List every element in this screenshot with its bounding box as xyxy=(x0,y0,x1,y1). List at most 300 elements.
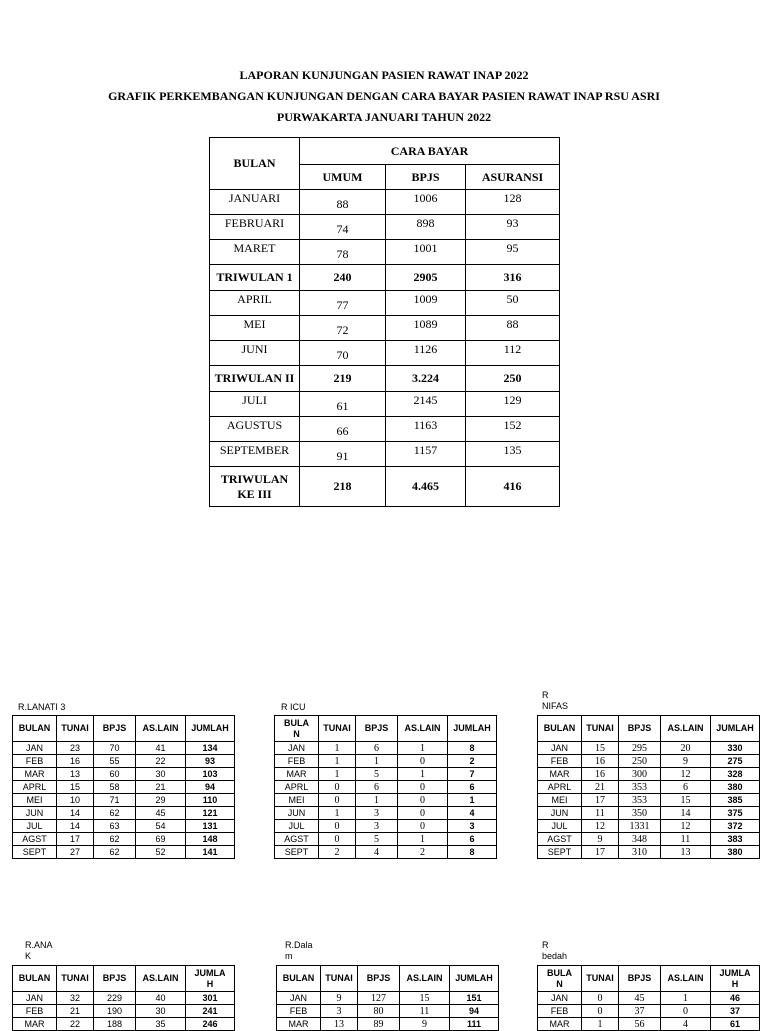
table-cell: 13 xyxy=(321,1018,358,1031)
cell-umum: 78 xyxy=(300,240,386,265)
table-cell: 0 xyxy=(398,820,448,833)
table-cell: 151 xyxy=(450,992,499,1005)
cell-umum: 61 xyxy=(300,392,386,417)
table-cell: 13 xyxy=(57,768,94,781)
table-cell: 1 xyxy=(448,794,497,807)
table-cell: 295 xyxy=(619,742,661,755)
table-row xyxy=(277,1005,499,1018)
column-header: BPJS xyxy=(619,966,661,992)
room-label-icu: R ICU xyxy=(281,702,306,712)
table-row xyxy=(538,794,760,807)
table-cell: MAR xyxy=(277,1018,321,1031)
table-cell: SEPT xyxy=(538,846,582,859)
table-row xyxy=(210,190,560,215)
table-cell: 20 xyxy=(661,742,711,755)
cell-asuransi: 128 xyxy=(466,190,560,215)
table-row xyxy=(538,820,760,833)
column-header: BPJS xyxy=(356,716,398,742)
column-header: AS.LAIN xyxy=(400,966,450,992)
table-cell: 9 xyxy=(321,992,358,1005)
table-cell: 52 xyxy=(136,846,186,859)
cell-bpjs: 1006 xyxy=(386,190,466,215)
cell-umum: 72 xyxy=(300,316,386,341)
table-cell: 40 xyxy=(136,992,186,1005)
table-cell: 353 xyxy=(619,794,661,807)
table-cell: 17 xyxy=(57,833,94,846)
table-cell: 70 xyxy=(94,742,136,755)
table-cell: 61 xyxy=(711,1018,760,1031)
table-cell: MEI xyxy=(538,794,582,807)
table-row xyxy=(538,781,760,794)
column-header: BULAN xyxy=(13,966,57,992)
table-cell: 250 xyxy=(619,755,661,768)
report-subtitle: GRAFIK PERKEMBANGAN KUNJUNGAN DENGAN CARA BAYAR PASIEN RAWAT INAP RSU ASRI xyxy=(108,89,660,103)
table-cell: 328 xyxy=(711,768,760,781)
table-row xyxy=(13,1018,235,1031)
table-cell: 41 xyxy=(136,742,186,755)
column-header: JUMLAH xyxy=(711,716,760,742)
table-row xyxy=(538,755,760,768)
table-row xyxy=(13,846,235,859)
table-cell: 0 xyxy=(398,807,448,820)
cell-bpjs: 4.465 xyxy=(386,467,466,507)
table-row xyxy=(277,992,499,1005)
table-cell: 62 xyxy=(94,833,136,846)
table-cell: JUN xyxy=(538,807,582,820)
table-cell: 89 xyxy=(358,1018,400,1031)
cell-bpjs: 1001 xyxy=(386,240,466,265)
table-cell: SEPT xyxy=(275,846,319,859)
cell-bulan: JULI xyxy=(210,392,300,417)
table-cell: FEB xyxy=(538,755,582,768)
header-row xyxy=(538,716,760,742)
column-header: TUNAI xyxy=(582,716,619,742)
column-header: BPJS xyxy=(94,716,136,742)
table-cell: 5 xyxy=(356,833,398,846)
table-row xyxy=(210,467,560,507)
table-row xyxy=(210,341,560,366)
cell-asuransi: 88 xyxy=(466,316,560,341)
table-cell: 11 xyxy=(582,807,619,820)
table-cell: JUL xyxy=(13,820,57,833)
table-cell: 14 xyxy=(57,820,94,833)
table-cell: 1 xyxy=(356,794,398,807)
table-cell: 21 xyxy=(57,1005,94,1018)
table-cell: 94 xyxy=(450,1005,499,1018)
table-cell: APRL xyxy=(538,781,582,794)
table-cell: FEB xyxy=(13,755,57,768)
table-cell: 62 xyxy=(94,807,136,820)
cell-umum: 91 xyxy=(300,442,386,467)
table-cell: 350 xyxy=(619,807,661,820)
table-cell: JUN xyxy=(13,807,57,820)
table-row xyxy=(13,755,235,768)
table-cell: 0 xyxy=(398,755,448,768)
cell-asuransi: 112 xyxy=(466,341,560,366)
table-cell: 1 xyxy=(398,833,448,846)
cell-bpjs: 898 xyxy=(386,215,466,240)
header-row xyxy=(13,966,235,992)
table-row xyxy=(210,316,560,341)
room-label-anak: R.ANA K xyxy=(25,940,53,961)
table-cell: 10 xyxy=(57,794,94,807)
table-cell: 375 xyxy=(711,807,760,820)
table-cell: 3 xyxy=(321,1005,358,1018)
column-header: TUNAI xyxy=(321,966,358,992)
table-cell: 121 xyxy=(186,807,235,820)
table-cell: 383 xyxy=(711,833,760,846)
table-cell: 13 xyxy=(661,846,711,859)
table-cell: 385 xyxy=(711,794,760,807)
table-cell: MEI xyxy=(13,794,57,807)
header-row xyxy=(13,716,235,742)
cell-bulan: TRIWULAN KE III xyxy=(210,467,300,507)
table-cell: 17 xyxy=(582,846,619,859)
table-row xyxy=(538,768,760,781)
table-row xyxy=(13,833,235,846)
table-cell: 6 xyxy=(448,833,497,846)
table-cell: 1 xyxy=(319,768,356,781)
table-cell: 103 xyxy=(186,768,235,781)
cell-bulan: JUNI xyxy=(210,341,300,366)
cell-bulan: JANUARI xyxy=(210,190,300,215)
table-cell: 190 xyxy=(94,1005,136,1018)
table-cell: MAR xyxy=(275,768,319,781)
table-row xyxy=(13,820,235,833)
column-header: BPJS xyxy=(94,966,136,992)
header-asuransi: ASURANSI xyxy=(466,165,560,190)
table-cell: 93 xyxy=(186,755,235,768)
table-cell: 241 xyxy=(186,1005,235,1018)
header-umum: UMUM xyxy=(300,165,386,190)
cell-bulan: MEI xyxy=(210,316,300,341)
table-cell: 30 xyxy=(136,1005,186,1018)
table-cell: 69 xyxy=(136,833,186,846)
table-row xyxy=(275,781,497,794)
table-row xyxy=(538,742,760,755)
table-cell: 14 xyxy=(57,807,94,820)
cell-bulan: TRIWULAN II xyxy=(210,366,300,392)
table-row xyxy=(13,768,235,781)
table-cell: 1 xyxy=(319,807,356,820)
report-title: LAPORAN KUNJUNGAN PASIEN RAWAT INAP 2022 xyxy=(239,68,529,82)
cell-bpjs: 2145 xyxy=(386,392,466,417)
cell-umum: 66 xyxy=(300,417,386,442)
cell-asuransi: 50 xyxy=(466,291,560,316)
table-cell: JUL xyxy=(275,820,319,833)
table-row xyxy=(210,265,560,291)
cell-bpjs: 1089 xyxy=(386,316,466,341)
table-cell: JUN xyxy=(275,807,319,820)
column-header: TUNAI xyxy=(319,716,356,742)
room-label-nifas: R NIFAS xyxy=(542,690,569,711)
header-row xyxy=(275,716,497,742)
table-row xyxy=(538,833,760,846)
table-cell: 12 xyxy=(582,820,619,833)
table-cell: 27 xyxy=(57,846,94,859)
table-cell: 12 xyxy=(661,768,711,781)
table-cell: 300 xyxy=(619,768,661,781)
table-row xyxy=(275,846,497,859)
table-cell: 3 xyxy=(356,820,398,833)
table-cell: 246 xyxy=(186,1018,235,1031)
room-table-icu xyxy=(274,715,497,859)
room-label-bedah: R bedah xyxy=(542,940,568,961)
table-cell: 16 xyxy=(582,755,619,768)
column-header: JUMLAH xyxy=(186,716,235,742)
table-row xyxy=(277,1018,499,1031)
header-cara-bayar: CARA BAYAR xyxy=(300,138,560,165)
table-cell: 37 xyxy=(711,1005,760,1018)
table-cell: 2 xyxy=(319,846,356,859)
table-cell: 1331 xyxy=(619,820,661,833)
table-cell: APRL xyxy=(13,781,57,794)
cell-bulan: APRIL xyxy=(210,291,300,316)
table-cell: 372 xyxy=(711,820,760,833)
table-cell: 32 xyxy=(57,992,94,1005)
table-cell: 275 xyxy=(711,755,760,768)
table-cell: 1 xyxy=(398,768,448,781)
table-cell: 0 xyxy=(319,794,356,807)
table-cell: 348 xyxy=(619,833,661,846)
table-row xyxy=(275,755,497,768)
cell-umum: 219 xyxy=(300,366,386,392)
table-cell: 6 xyxy=(356,742,398,755)
table-cell: 127 xyxy=(358,992,400,1005)
table-row xyxy=(275,768,497,781)
column-header: BPJS xyxy=(619,716,661,742)
header-bulan: BULAN xyxy=(210,138,300,190)
table-cell: 37 xyxy=(619,1005,661,1018)
table-cell: 2 xyxy=(398,846,448,859)
table-cell: 15 xyxy=(57,781,94,794)
table-row xyxy=(275,833,497,846)
cell-bpjs: 1163 xyxy=(386,417,466,442)
table-cell: 1 xyxy=(356,755,398,768)
table-cell: 353 xyxy=(619,781,661,794)
table-cell: 11 xyxy=(661,833,711,846)
table-cell: 4 xyxy=(661,1018,711,1031)
table-row xyxy=(210,240,560,265)
table-cell: 16 xyxy=(57,755,94,768)
table-row xyxy=(538,846,760,859)
table-row xyxy=(275,794,497,807)
cell-bulan: SEPTEMBER xyxy=(210,442,300,467)
table-row xyxy=(210,417,560,442)
column-header: TUNAI xyxy=(57,966,94,992)
cell-bpjs: 1009 xyxy=(386,291,466,316)
table-cell: JAN xyxy=(538,742,582,755)
table-cell: MAR xyxy=(538,1018,582,1031)
cell-bulan: MARET xyxy=(210,240,300,265)
table-cell: 1 xyxy=(582,1018,619,1031)
column-header: BULA N xyxy=(538,966,582,992)
table-row xyxy=(13,807,235,820)
room-table-anak xyxy=(12,965,235,1031)
table-cell: 1 xyxy=(319,755,356,768)
table-cell: MEI xyxy=(275,794,319,807)
table-row xyxy=(210,392,560,417)
table-cell: 80 xyxy=(358,1005,400,1018)
table-cell: 8 xyxy=(448,846,497,859)
table-cell: 22 xyxy=(57,1018,94,1031)
cell-umum: 70 xyxy=(300,341,386,366)
table-cell: 35 xyxy=(136,1018,186,1031)
table-cell: 56 xyxy=(619,1018,661,1031)
cell-umum: 240 xyxy=(300,265,386,291)
table-row xyxy=(210,215,560,240)
table-row xyxy=(275,807,497,820)
table-cell: FEB xyxy=(277,1005,321,1018)
table-cell: MAR xyxy=(13,768,57,781)
table-cell: JUL xyxy=(538,820,582,833)
table-row xyxy=(210,291,560,316)
table-cell: 29 xyxy=(136,794,186,807)
table-cell: 9 xyxy=(582,833,619,846)
table-cell: 9 xyxy=(661,755,711,768)
cell-asuransi: 95 xyxy=(466,240,560,265)
table-row xyxy=(210,366,560,392)
table-cell: 380 xyxy=(711,781,760,794)
column-header: JUMLA H xyxy=(711,966,760,992)
column-header: BULAN xyxy=(538,716,582,742)
header-bpjs: BPJS xyxy=(386,165,466,190)
cell-asuransi: 152 xyxy=(466,417,560,442)
column-header: BULA N xyxy=(275,716,319,742)
table-cell: 4 xyxy=(356,846,398,859)
table-cell: 310 xyxy=(619,846,661,859)
table-cell: 54 xyxy=(136,820,186,833)
room-table-nifas xyxy=(537,715,760,859)
table-row xyxy=(538,1005,760,1018)
table-cell: 8 xyxy=(448,742,497,755)
table-cell: JAN xyxy=(538,992,582,1005)
room-label-dalam: R.Dala m xyxy=(285,940,313,961)
column-header: AS.LAIN xyxy=(661,716,711,742)
room-table-bedah xyxy=(537,965,760,1031)
table-cell: 0 xyxy=(319,781,356,794)
column-header: TUNAI xyxy=(582,966,619,992)
table-cell: 0 xyxy=(319,820,356,833)
cell-umum: 218 xyxy=(300,467,386,507)
table-cell: 12 xyxy=(661,820,711,833)
table-cell: 14 xyxy=(661,807,711,820)
cell-bpjs: 2905 xyxy=(386,265,466,291)
table-cell: 0 xyxy=(582,992,619,1005)
table-cell: 380 xyxy=(711,846,760,859)
table-cell: 0 xyxy=(661,1005,711,1018)
report-period: PURWAKARTA JANUARI TAHUN 2022 xyxy=(276,110,492,124)
table-cell: 21 xyxy=(582,781,619,794)
header-row xyxy=(277,966,499,992)
table-cell: 94 xyxy=(186,781,235,794)
table-cell: 131 xyxy=(186,820,235,833)
column-header: AS.LAIN xyxy=(398,716,448,742)
table-cell: 22 xyxy=(136,755,186,768)
column-header: JUMLA H xyxy=(186,966,235,992)
header-row xyxy=(538,966,760,992)
table-cell: 30 xyxy=(136,768,186,781)
table-cell: 5 xyxy=(356,768,398,781)
column-header: AS.LAIN xyxy=(661,966,711,992)
table-cell: 148 xyxy=(186,833,235,846)
cell-bpjs: 1157 xyxy=(386,442,466,467)
cell-bulan: FEBRUARI xyxy=(210,215,300,240)
table-cell: 2 xyxy=(448,755,497,768)
table-cell: 15 xyxy=(582,742,619,755)
table-cell: 141 xyxy=(186,846,235,859)
cell-asuransi: 416 xyxy=(466,467,560,507)
table-cell: MAR xyxy=(538,768,582,781)
table-cell: FEB xyxy=(275,755,319,768)
table-row xyxy=(13,992,235,1005)
cell-bulan: AGUSTUS xyxy=(210,417,300,442)
cell-asuransi: 93 xyxy=(466,215,560,240)
cell-asuransi: 316 xyxy=(466,265,560,291)
column-header: BULAN xyxy=(277,966,321,992)
table-cell: 0 xyxy=(582,1005,619,1018)
table-cell: MAR xyxy=(13,1018,57,1031)
table-row xyxy=(275,742,497,755)
table-cell: FEB xyxy=(13,1005,57,1018)
cell-umum: 77 xyxy=(300,291,386,316)
table-cell: SEPT xyxy=(13,846,57,859)
table-cell: 21 xyxy=(136,781,186,794)
table-cell: 17 xyxy=(582,794,619,807)
table-cell: 3 xyxy=(448,820,497,833)
cell-asuransi: 129 xyxy=(466,392,560,417)
table-cell: 6 xyxy=(661,781,711,794)
column-header: JUMLAH xyxy=(450,966,499,992)
table-cell: 0 xyxy=(319,833,356,846)
table-cell: 301 xyxy=(186,992,235,1005)
table-cell: 45 xyxy=(619,992,661,1005)
cell-umum: 74 xyxy=(300,215,386,240)
table-cell: AGST xyxy=(275,833,319,846)
table-row xyxy=(13,794,235,807)
table-row xyxy=(538,992,760,1005)
table-cell: 45 xyxy=(136,807,186,820)
table-cell: 3 xyxy=(356,807,398,820)
table-cell: 6 xyxy=(356,781,398,794)
table-cell: 46 xyxy=(711,992,760,1005)
cell-bulan: TRIWULAN 1 xyxy=(210,265,300,291)
table-cell: 16 xyxy=(582,768,619,781)
table-cell: 330 xyxy=(711,742,760,755)
table-cell: APRL xyxy=(275,781,319,794)
table-row xyxy=(13,742,235,755)
table-cell: 229 xyxy=(94,992,136,1005)
column-header: BPJS xyxy=(358,966,400,992)
room-table-lanati xyxy=(12,715,235,859)
table-row xyxy=(538,807,760,820)
table-cell: JAN xyxy=(13,742,57,755)
table-row xyxy=(210,442,560,467)
table-row xyxy=(13,1005,235,1018)
table-cell: 60 xyxy=(94,768,136,781)
column-header: JUMLAH xyxy=(448,716,497,742)
table-cell: 63 xyxy=(94,820,136,833)
cell-asuransi: 250 xyxy=(466,366,560,392)
table-cell: 11 xyxy=(400,1005,450,1018)
table-cell: 6 xyxy=(448,781,497,794)
table-row xyxy=(13,781,235,794)
payment-method-table xyxy=(209,137,560,507)
table-cell: 1 xyxy=(398,742,448,755)
table-cell: 62 xyxy=(94,846,136,859)
table-cell: 71 xyxy=(94,794,136,807)
table-cell: 134 xyxy=(186,742,235,755)
